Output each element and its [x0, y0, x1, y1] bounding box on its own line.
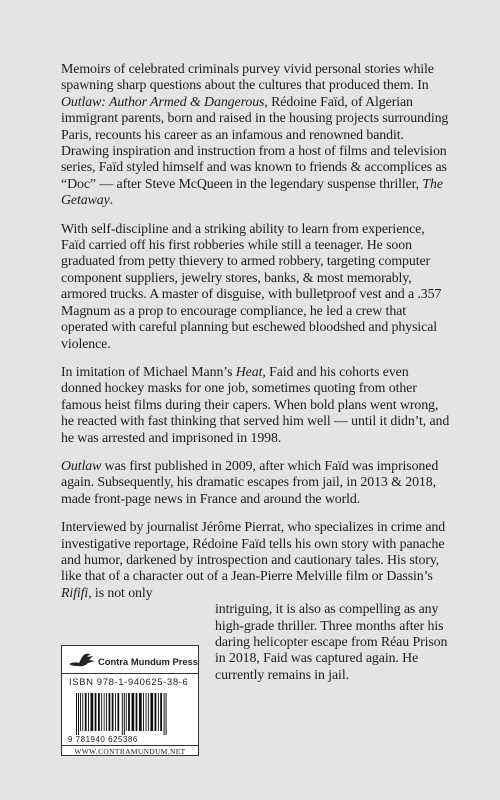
- barcode-bar: [132, 693, 135, 731]
- bird-icon: [68, 651, 96, 671]
- barcode-bar: [85, 693, 87, 731]
- film-title: Heat: [235, 364, 263, 380]
- paragraph-5-wrapped-text: intriguing, it is also as compelling as any high-grade thriller. Three months after his daring helicopter escape from Réau Prison in 2018, Faid was captured again. He currently remains in jail.: [215, 602, 448, 683]
- blurb: [61, 62, 450, 684]
- barcode-bar: [126, 693, 127, 731]
- barcode-bar: [76, 693, 77, 735]
- barcode-bar: [136, 693, 138, 731]
- barcode-bar: [82, 693, 83, 731]
- barcode-bar: [143, 693, 144, 731]
- barcode-bar: [78, 693, 79, 735]
- isbn-number: ISBN 978-1-940625-38-6: [69, 677, 189, 688]
- paragraph-3-text-2: , Faid and his cohorts even donned hockey masks for one job, sometimes quoting from other famous heist films during their capers. When bold plans went wrong, he reacted with fast thinking that served him well — until it didn’t, and he was arrested and imprisoned in 1998.: [61, 364, 450, 446]
- paragraph-4-text: was first published in 2009, after which Faïd was imprisoned again. Subsequently, his dramatic escapes from jail, in 2013 & 2018, made front-page news in France and around the world.: [61, 458, 439, 507]
- barcode-bar: [155, 693, 157, 731]
- paragraph-1-text: Memoirs of celebrated criminals purvey vivid personal stories while spawning sharp questions about the cultures that produced them. In: [61, 62, 434, 94]
- barcode-bar: [128, 693, 130, 731]
- barcode-bar: [139, 693, 142, 731]
- barcode-bar: [160, 693, 162, 731]
- paragraph-2: With self-discipline and a striking ability to learn from experience, Faïd carried off his first robberies while still a teenager. He soon graduated from petty thievery to armed robbery, targeting computer component suppliers, jewelry stores, banks, & most memorably, armored trucks. A master of disguise, with bulletproof vest and a .357 Magnum as a prop to encourage compliance, he led a crew that operated with careful planning but eschewed bloodshed and physical violence.: [61, 221, 442, 352]
- barcode-bar: [104, 693, 105, 731]
- publisher-website: WWW.CONTRAMUNDUM.NET: [74, 747, 186, 756]
- book-title: Outlaw: Author Armed & Dangerous: [61, 94, 265, 110]
- barcode-bar: [95, 693, 97, 731]
- film-title: The Getaway: [61, 176, 443, 209]
- barcode-bar: [88, 693, 89, 731]
- paragraph-5-text-2: , is not only: [88, 585, 153, 601]
- barcode-bar: [158, 693, 159, 731]
- paragraph-4: [61, 459, 450, 508]
- paragraph-1-text-2: , Rédoine Faïd, of Algerian immigrant parents, born and raised in the housing projects surrounding Paris, recounts his career as an infamous and renowned bandit. Drawing inspiration and instruction from a host of films and television series, Faïd styled himself and was known to friends & accomplices as “Doc” — after Steve McQueen in the legendary suspense thriller,: [61, 94, 449, 192]
- barcode-bar: [91, 693, 94, 731]
- book-title: Outlaw: [61, 458, 102, 474]
- paragraph-3: [61, 365, 450, 447]
- barcode-bar: [115, 693, 116, 731]
- divider: [62, 673, 198, 674]
- paragraph-1-end: .: [109, 193, 114, 209]
- barcode-bar: [80, 693, 81, 731]
- barcode-bar: [101, 693, 102, 731]
- barcode-bar: [164, 693, 165, 735]
- barcode-bar: [148, 693, 149, 731]
- paragraph-5-text: Interviewed by journalist Jérôme Pierrat, who specializes in crime and investigative reportage, Rédoine Faïd tells his own story with panache and humor, darkened by introspection and cautionary tales. His story, like that of a character out of a Jean-Pierre Melville film or Dassin’s: [61, 520, 446, 585]
- paragraph-3-text: In imitation of Michael Mann’s: [61, 364, 236, 380]
- barcode-bar: [109, 693, 111, 731]
- publisher-name: Contra Mundum Press: [98, 655, 199, 667]
- barcode-bar: [124, 693, 125, 735]
- barcode-box: [61, 645, 199, 756]
- barcode-bar: [166, 693, 167, 735]
- barcode-bar: [106, 693, 107, 731]
- barcode-bar: [117, 693, 119, 731]
- barcode-bar: [150, 693, 153, 731]
- publisher-row: [68, 651, 198, 671]
- barcode-bar: [146, 693, 147, 731]
- divider: [62, 745, 198, 746]
- film-title: Rififi: [61, 585, 89, 601]
- paragraph-1: [61, 62, 450, 210]
- barcode: [74, 693, 190, 735]
- barcode-bar: [98, 693, 100, 731]
- barcode-bar: [122, 693, 123, 735]
- barcode-bar: [112, 693, 114, 731]
- barcode-digits: 9 781940 625386: [68, 735, 138, 744]
